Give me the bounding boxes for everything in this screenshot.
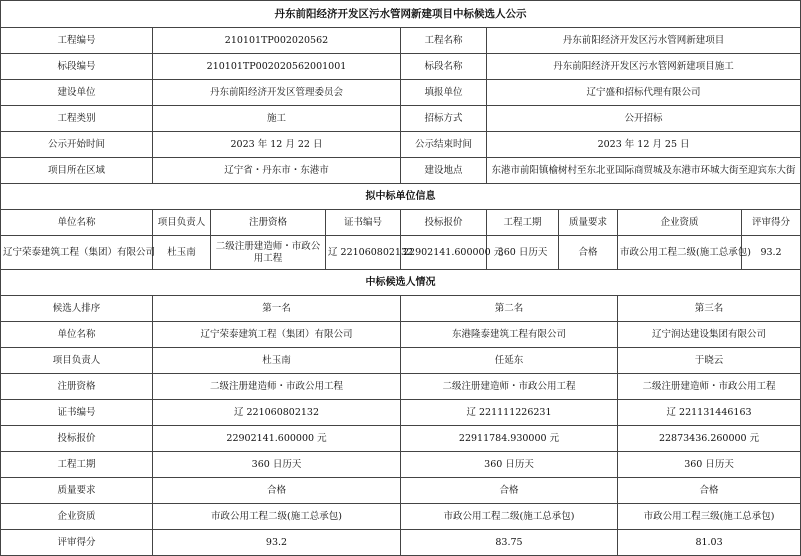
candidate-cell: 93.2 (153, 530, 401, 556)
candidate-cell: 东港隆泰建筑工程有限公司 (401, 322, 618, 348)
region-value: 辽宁省・丹东市・东港市 (153, 158, 401, 184)
filer-label: 填报单位 (401, 80, 487, 106)
candidate-cell: 辽宁荣泰建筑工程（集团）有限公司 (153, 322, 401, 348)
category-value: 施工 (153, 106, 401, 132)
winner-cell: 22902141.600000 元 (401, 236, 487, 270)
candidate-cell: 于晓云 (618, 348, 801, 374)
winner-cell: 杜玉南 (153, 236, 211, 270)
category-label: 工程类别 (1, 106, 153, 132)
candidate-cell: 任延东 (401, 348, 618, 374)
candidate-cell: 360 日历天 (153, 452, 401, 478)
winner-header: 工程工期 (487, 210, 559, 236)
candidate-cell: 360 日历天 (618, 452, 801, 478)
location-value: 东港市前阳镇榆树村至东北亚国际商贸城及东港市环城大街至迎宾东大街 (487, 158, 801, 184)
page-title: 丹东前阳经济开发区污水管网新建项目中标候选人公示 (1, 1, 801, 28)
winner-header: 注册资格 (211, 210, 326, 236)
candidate-cell: 22911784.930000 元 (401, 426, 618, 452)
section-name-value: 丹东前阳经济开发区污水管网新建项目施工 (487, 54, 801, 80)
candidate-row-label: 证书编号 (1, 400, 153, 426)
candidate-cell: 合格 (153, 478, 401, 504)
candidate-cell: 合格 (401, 478, 618, 504)
candidate-row-label: 候选人排序 (1, 296, 153, 322)
code-value: 210101TP002020562 (153, 28, 401, 54)
builder-label: 建设单位 (1, 80, 153, 106)
candidate-cell: 辽 221060802132 (153, 400, 401, 426)
candidate-row-label: 质量要求 (1, 478, 153, 504)
candidate-row-label: 投标报价 (1, 426, 153, 452)
location-label: 建设地点 (401, 158, 487, 184)
end-value: 2023 年 12 月 25 日 (487, 132, 801, 158)
candidate-row-label: 评审得分 (1, 530, 153, 556)
candidate-cell: 二级注册建造师・市政公用工程 (401, 374, 618, 400)
section-name-label: 标段名称 (401, 54, 487, 80)
candidate-cell: 二级注册建造师・市政公用工程 (153, 374, 401, 400)
region-label: 项目所在区域 (1, 158, 153, 184)
candidate-row-label: 项目负责人 (1, 348, 153, 374)
candidate-cell: 22902141.600000 元 (153, 426, 401, 452)
filer-value: 辽宁盛和招标代理有限公司 (487, 80, 801, 106)
method-value: 公开招标 (487, 106, 801, 132)
winner-header: 证书编号 (326, 210, 401, 236)
candidate-row-label: 单位名称 (1, 322, 153, 348)
winner-cell: 360 日历天 (487, 236, 559, 270)
candidate-cell: 第二名 (401, 296, 618, 322)
code-label: 工程编号 (1, 28, 153, 54)
winner-header: 项目负责人 (153, 210, 211, 236)
candidate-cell: 市政公用工程三级(施工总承包) (618, 504, 801, 530)
winner-cell: 合格 (559, 236, 618, 270)
candidate-cell: 辽 221111226231 (401, 400, 618, 426)
candidate-cell: 市政公用工程二级(施工总承包) (401, 504, 618, 530)
name-value: 丹东前阳经济开发区污水管网新建项目 (487, 28, 801, 54)
winner-cell: 93.2 (742, 236, 801, 270)
section-code-value: 210101TP002020562001001 (153, 54, 401, 80)
winner-header: 投标报价 (401, 210, 487, 236)
candidate-cell: 杜玉南 (153, 348, 401, 374)
builder-value: 丹东前阳经济开发区管理委员会 (153, 80, 401, 106)
candidate-row-label: 注册资格 (1, 374, 153, 400)
winner-cell: 市政公用工程二级(施工总承包) (618, 236, 742, 270)
candidate-cell: 360 日历天 (401, 452, 618, 478)
candidate-cell: 二级注册建造师・市政公用工程 (618, 374, 801, 400)
method-label: 招标方式 (401, 106, 487, 132)
winner-section-heading: 拟中标单位信息 (1, 184, 801, 210)
candidate-cell: 81.03 (618, 530, 801, 556)
candidate-cell: 22873436.260000 元 (618, 426, 801, 452)
winner-header: 单位名称 (1, 210, 153, 236)
candidate-cell: 83.75 (401, 530, 618, 556)
start-value: 2023 年 12 月 22 日 (153, 132, 401, 158)
winner-header: 企业资质 (618, 210, 742, 236)
candidate-row-label: 企业资质 (1, 504, 153, 530)
winner-cell: 辽 221060802132 (326, 236, 401, 270)
candidate-row-label: 工程工期 (1, 452, 153, 478)
winner-header: 质量要求 (559, 210, 618, 236)
section-code-label: 标段编号 (1, 54, 153, 80)
candidates-section-heading: 中标候选人情况 (1, 270, 801, 296)
name-label: 工程名称 (401, 28, 487, 54)
candidate-cell: 合格 (618, 478, 801, 504)
start-label: 公示开始时间 (1, 132, 153, 158)
winner-cell: 辽宁荣泰建筑工程（集团）有限公司 (1, 236, 153, 270)
candidate-cell: 市政公用工程二级(施工总承包) (153, 504, 401, 530)
winner-header: 评审得分 (742, 210, 801, 236)
candidate-cell: 辽宁润达建设集团有限公司 (618, 322, 801, 348)
candidate-cell: 第三名 (618, 296, 801, 322)
candidate-cell: 辽 221131446163 (618, 400, 801, 426)
end-label: 公示结束时间 (401, 132, 487, 158)
candidate-cell: 第一名 (153, 296, 401, 322)
winner-cell: 二级注册建造师・市政公用工程 (211, 236, 326, 270)
